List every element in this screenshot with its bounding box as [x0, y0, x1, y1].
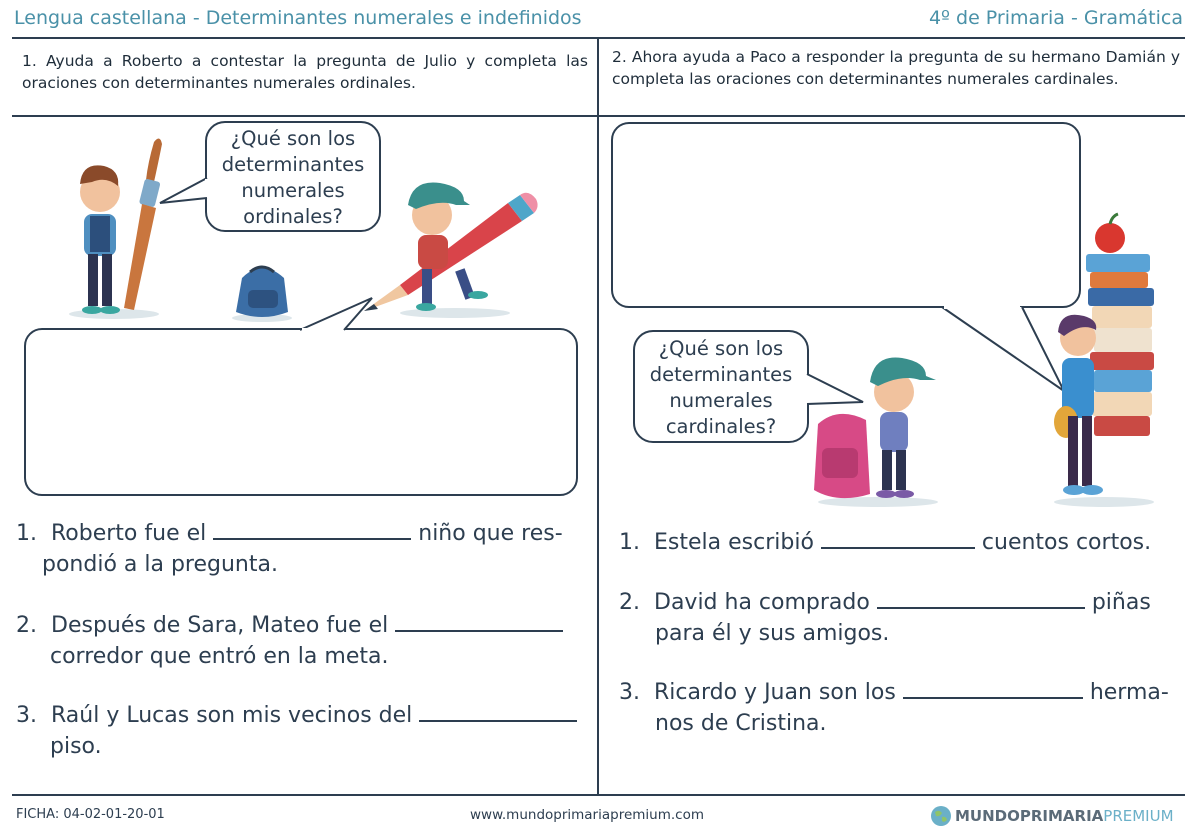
question-text-ordinal: ¿Qué son los determinantes numerales ordinales? [221, 127, 365, 228]
boy-with-books-illustration [1048, 200, 1168, 510]
worksheet-code: FICHA: 04-02-01-20-01 [16, 807, 165, 822]
answer-blank[interactable] [877, 589, 1085, 609]
boy-with-backpack-illustration [808, 344, 948, 510]
answer-bubble-ordinal[interactable] [24, 328, 578, 496]
exercise2-item-3: 3. Ricardo y Juan son los herma- nos de Cristina. [619, 680, 1169, 736]
website-link[interactable]: www.mundoprimariapremium.com [470, 807, 704, 823]
question-text-cardinal: ¿Qué son los determinantes numerales cardinales? [649, 337, 793, 438]
exercise2-instruction: 2. Ahora ayuda a Paco a responder la pregunta de su hermano Damián y completa las oraciones con determinantes numerales cardinales. [612, 48, 1180, 88]
answer-bubble-ordinal-tail [300, 296, 380, 332]
mundoprimaria-logo: MUNDO PRIMARIA PREMIUM [930, 804, 1174, 828]
answer-blank[interactable] [821, 529, 975, 549]
exercise2-item-2: 2. David ha comprado piñas para él y sus amigos. [619, 590, 1151, 646]
answer-blank[interactable] [395, 612, 563, 632]
exercise1-item-3: 3. Raúl y Lucas son mis vecinos del piso. [16, 700, 586, 762]
boy-with-paintbrush-illustration [62, 132, 172, 322]
column-divider [597, 38, 599, 796]
globe-icon [930, 805, 952, 827]
answer-blank[interactable] [903, 679, 1083, 699]
grade-subject: 4º de Primaria - Gramática [928, 7, 1183, 29]
exercise1-item-1: 1. Roberto fue el niño que res- pondió a la pregunta. [16, 521, 563, 577]
boy-with-pencil-illustration [360, 165, 540, 320]
exercise1-item-2: 2. Después de Sara, Mateo fue el corredor que entró en la meta. [16, 610, 586, 672]
answer-blank[interactable] [419, 702, 577, 722]
answer-blank[interactable] [213, 520, 411, 540]
exercise2-item-1: 1. Estela escribió cuentos cortos. [619, 530, 1152, 555]
exercise1-instruction: 1. Ayuda a Roberto a contestar la pregunta de Julio y completa las oraciones con determinantes numerales ordinales. [22, 52, 588, 92]
question-bubble-ordinal-tail [158, 178, 208, 208]
worksheet-title: Lengua castellana - Determinantes numerales e indefinidos [14, 7, 582, 29]
answer-bubble-cardinal[interactable] [611, 122, 1081, 308]
backpack-illustration [228, 262, 298, 324]
